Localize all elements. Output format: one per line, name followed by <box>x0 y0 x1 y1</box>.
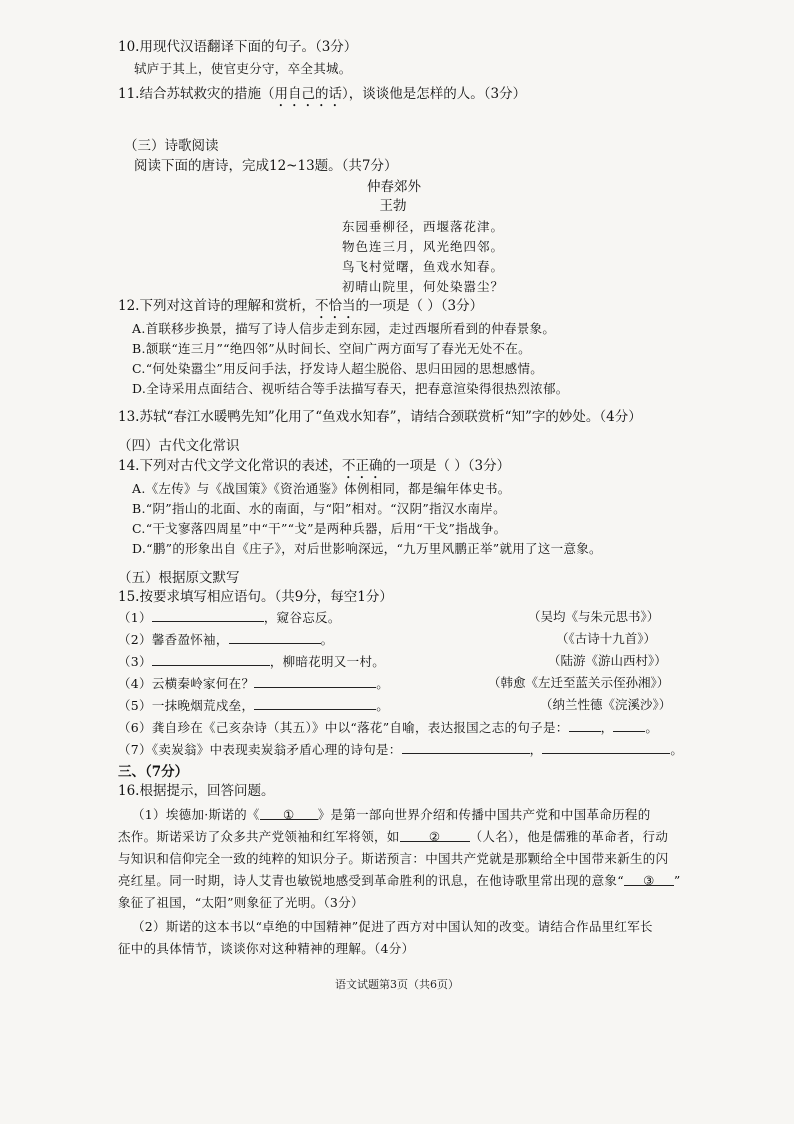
poem-line-1: 东园垂柳径，西堰落花津。 <box>342 219 505 234</box>
item-text: （6）龚自珍在《己亥杂诗（其五）》中以“落花”自喻，表达报国之志的句子是： <box>118 720 569 735</box>
question-14-option-b: B.“阴”指山的北面、水的南面，与“阳”相对。“汉阴”指汉水南岸。 <box>132 501 506 516</box>
question-16-part-1-line-4 <box>118 872 681 890</box>
answer-blank[interactable] <box>152 652 270 666</box>
question-16-part-1-line-3: 与知识和信仰完全一致的纯粹的知识分子。斯诺预言：中国共产党就是那颗给全中国带来新生的闪 <box>118 851 669 866</box>
answer-blank[interactable] <box>402 740 530 754</box>
poem-line-3: 鸟飞村觉曙，鱼戏水知春。 <box>342 259 505 274</box>
line-text: 杰作。斯诺采访了众多共产党领袖和红军将领，如 <box>118 829 400 844</box>
part-3-heading: 三、（7分） <box>118 764 189 780</box>
question-12-option-b: B.颔联“连三月”“绝四邻”从时间长、空间广两方面写了春光无处不在。 <box>132 341 531 356</box>
item-number: （1） <box>118 610 152 625</box>
poem-title: 仲春郊外 <box>367 179 421 195</box>
line-text: （人名），他是儒雅的革命者，行动 <box>469 829 669 844</box>
section-recitation-heading: （五）根据原文默写 <box>118 570 240 586</box>
item-text: ，柳暗花明又一村。 <box>269 654 386 669</box>
question-15-item-4-source: （韩愈《左迁至蓝关示侄孙湘》） <box>488 675 670 690</box>
question-15-item-5-source: （纳兰性德《浣溪沙》） <box>540 697 672 712</box>
answer-blank-1[interactable]: ① <box>260 806 318 820</box>
answer-blank[interactable] <box>569 718 601 732</box>
answer-blank[interactable] <box>254 674 376 688</box>
question-11-emphasis: 用自己的话 <box>274 86 342 102</box>
question-15-item-3-source: （陆游《游山西村》） <box>548 653 667 668</box>
question-14-option-d: D.“鹏”的形象出自《庄子》，对后世影响深远，“九万里风鹏正举”就用了这一意象。 <box>132 541 602 556</box>
line-text: （1）埃德加·斯诺的《 <box>132 807 260 822</box>
question-16-prompt: 16.根据提示，回答问题。 <box>118 783 275 799</box>
question-16-part-1-line-1 <box>132 806 651 824</box>
question-12-pre: 12.下列对这首诗的理解和赏析， <box>118 298 315 314</box>
question-16-part-2-line-2: 征中的具体情节，谈谈你对这种精神的理解。（4分） <box>118 941 415 956</box>
answer-blank[interactable] <box>229 630 321 644</box>
page-footer: 语文试题第3页（共6页） <box>335 978 459 991</box>
question-15-item-6: （6）龚自珍在《己亥杂诗（其五）》中以“落花”自喻，表达报国之志的句子是： ， 。 <box>118 720 659 735</box>
item-text: 馨香盈怀袖， <box>151 632 229 647</box>
question-11-pre: 11.结合苏轼救灾的措施（ <box>118 86 275 102</box>
item-text: 。 <box>376 698 390 713</box>
item-text: 。 <box>376 676 390 691</box>
item-number: （5） <box>118 698 152 713</box>
question-11 <box>118 85 526 110</box>
question-14-post: 的一项是（ ）（3分） <box>382 458 511 474</box>
question-14-option-a: A.《左传》与《战国策》《资治通鉴》体例相同，都是编年体史书。 <box>132 481 511 496</box>
question-15-item-4 <box>118 674 389 693</box>
answer-blank[interactable] <box>152 608 264 622</box>
line-text: 》是第一部向世界介绍和传播中国共产党和中国革命历程的 <box>317 807 651 822</box>
item-number: （3） <box>118 654 152 669</box>
answer-blank-3[interactable]: ③ <box>624 872 674 886</box>
item-number: （2） <box>118 632 152 647</box>
question-14 <box>118 457 510 482</box>
question-12-option-d: D.全诗采用点面结合、视听结合等手法描写春天，把春意渲染得很热烈浓郁。 <box>132 381 569 396</box>
question-12 <box>118 297 483 322</box>
section-culture-heading: （四）古代文化常识 <box>118 438 240 454</box>
answer-blank-2[interactable]: ② <box>400 828 470 842</box>
question-15-item-7: （7）《卖炭翁》中表现卖炭翁矛盾心理的诗句是： ， 。 <box>118 742 684 757</box>
question-15-item-5 <box>118 696 389 715</box>
item-text: 。 <box>320 632 334 647</box>
question-11-post: ），谈谈他是怎样的人。（3分） <box>341 86 527 102</box>
question-14-pre: 14.下列对古代文学文化常识的表述， <box>118 458 342 474</box>
answer-blank[interactable] <box>613 718 645 732</box>
item-text: ，窥谷忘反。 <box>263 610 341 625</box>
question-14-option-c: C.“干戈寥落四周星”中“干”“戈”是两种兵器，后用“干戈”指战争。 <box>132 521 507 536</box>
question-15-item-2-source: （《古诗十九首》） <box>556 631 657 646</box>
question-10-sentence: 轼庐于其上，使官吏分守，卒全其城。 <box>134 61 352 76</box>
question-15-item-1-source: （吴均《与朱元思书》） <box>528 609 660 624</box>
item-text: 云横秦岭家何在？ <box>151 676 255 691</box>
item-number: （4） <box>118 676 152 691</box>
question-15-item-3 <box>118 652 385 671</box>
section-poetry-heading: （三）诗歌阅读 <box>124 138 219 154</box>
question-12-option-a: A.首联移步换景，描写了诗人信步走到东园，走过西堰所看到的仲春景象。 <box>132 321 556 336</box>
answer-blank[interactable] <box>254 696 376 710</box>
question-12-post: 的一项是（ ）（3分） <box>355 298 484 314</box>
answer-blank[interactable] <box>542 740 670 754</box>
section-poetry-intro: 阅读下面的唐诗，完成12~13题。（共7分） <box>134 158 398 174</box>
question-16-part-1-line-2 <box>118 828 668 846</box>
item-text: 一抹晚烟荒戍垒， <box>151 698 255 713</box>
question-12-emphasis: 不恰当 <box>314 298 356 314</box>
poem-line-2: 物色连三月，风光绝四邻。 <box>342 239 505 254</box>
question-16-part-2-line-1: （2）斯诺的这本书以“卓绝的中国精神”促进了西方对中国认知的改变。请结合作品里红军长 <box>132 919 653 934</box>
question-10-prompt: 10.用现代汉语翻译下面的句子。（3分） <box>118 39 358 55</box>
question-16-part-1-line-5: 象征了祖国，“太阳”则象征了光明。（3分） <box>118 895 364 910</box>
question-15-prompt: 15.按要求填写相应语句。（共9分，每空1分） <box>118 589 393 605</box>
item-text: （7）《卖炭翁》中表现卖炭翁矛盾心理的诗句是： <box>118 742 402 757</box>
line-text: ” <box>673 873 681 888</box>
question-15-item-2 <box>118 630 333 649</box>
poem-author: 王勃 <box>379 198 407 214</box>
poem-line-4: 初晴山院里，何处染嚣尘？ <box>342 279 505 294</box>
question-15-item-1 <box>118 608 341 627</box>
question-13: 13.苏轼“春江水暖鸭先知”化用了“鱼戏水知春”，请结合颈联赏析“知”字的妙处。（4分） <box>118 409 642 425</box>
line-text: 亮红星。同一时期，诗人艾青也敏锐地感受到革命胜利的讯息，在他诗歌里常出现的意象“ <box>118 873 624 888</box>
question-14-emphasis: 不正确 <box>341 458 383 474</box>
question-12-option-c: C.“何处染嚣尘”用反问手法，抒发诗人超尘脱俗、思归田园的思想感情。 <box>132 361 544 376</box>
